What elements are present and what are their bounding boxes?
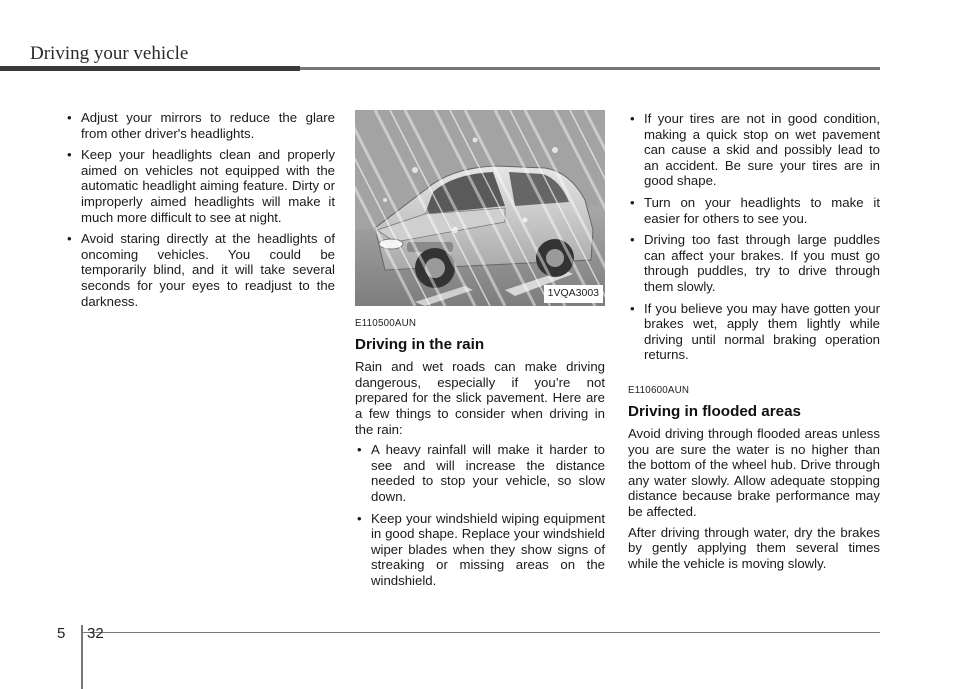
rain-car-illustration (355, 110, 605, 306)
footer-rule-horizontal (83, 632, 880, 633)
paragraph: Rain and wet roads can make driving dangerous, especially if you’re not prepared for the slick pavement. Here are a few things to consider when driving in the rain: (355, 359, 605, 437)
list-item: • A heavy rainfall will make it harder to see and will increase the distance needed to stop your vehicle, so slow down. (355, 442, 605, 504)
figure-code: 1VQA3003 (544, 285, 603, 303)
bullet-list (355, 442, 605, 588)
bullet-list (628, 111, 880, 363)
section-code: E110500AUN (355, 318, 417, 329)
page-title: Driving your vehicle (30, 43, 189, 64)
section-heading: Driving in the rain (355, 335, 485, 353)
page-number: 32 (87, 625, 104, 642)
list-item: • Turn on your headlights to make it easier for others to see you. (628, 195, 880, 226)
paragraph: Avoid driving through flooded areas unless you are sure the water is no higher than the bottom of the wheel hub. Drive through any water slowly. Allow adequate stopping distance because brake performance may be affected. (628, 426, 880, 520)
column-left (65, 110, 335, 315)
footer-rule-vertical (81, 625, 83, 689)
list-item: • Keep your windshield wiping equipment in good shape. Replace your windshield wiper blades when they show signs of streaking or missing areas on the windshield. (355, 511, 605, 589)
bullet-list (65, 110, 335, 309)
list-item: • Avoid staring directly at the headlights of oncoming vehicles. You could be temporarily blind, and it will take several seconds for your eyes to readjust to the darkness. (65, 231, 335, 309)
section-number: 5 (57, 625, 66, 642)
list-item: • If your tires are not in good condition, making a quick stop on wet pavement can cause a skid and possibly lead to an accident. Be sure your tires are in good shape. (628, 111, 880, 189)
header-rule-dark (0, 66, 300, 71)
column-right (628, 111, 880, 576)
header-rule-light (300, 67, 880, 70)
list-item: • Driving too fast through large puddles can affect your brakes. If you must go through puddles, try to drive through them slowly. (628, 232, 880, 294)
column-middle (355, 110, 605, 595)
section-heading: Driving in flooded areas (628, 402, 802, 420)
paragraph: After driving through water, dry the brakes by gently applying them several times while the vehicle is moving slowly. (628, 524, 880, 571)
section-code: E110600AUN (628, 384, 690, 396)
list-item: • If you believe you may have gotten your brakes wet, apply them lightly while driving until normal braking operation returns. (628, 301, 880, 363)
car-in-rain-image (355, 110, 605, 306)
list-item: • Keep your headlights clean and properly aimed on vehicles not equipped with the automatic headlight aiming feature. Dirty or improperly aimed headlights will make it much more difficult to see at night. (65, 147, 335, 225)
list-item: • Adjust your mirrors to reduce the glare from other driver's headlights. (65, 110, 335, 141)
